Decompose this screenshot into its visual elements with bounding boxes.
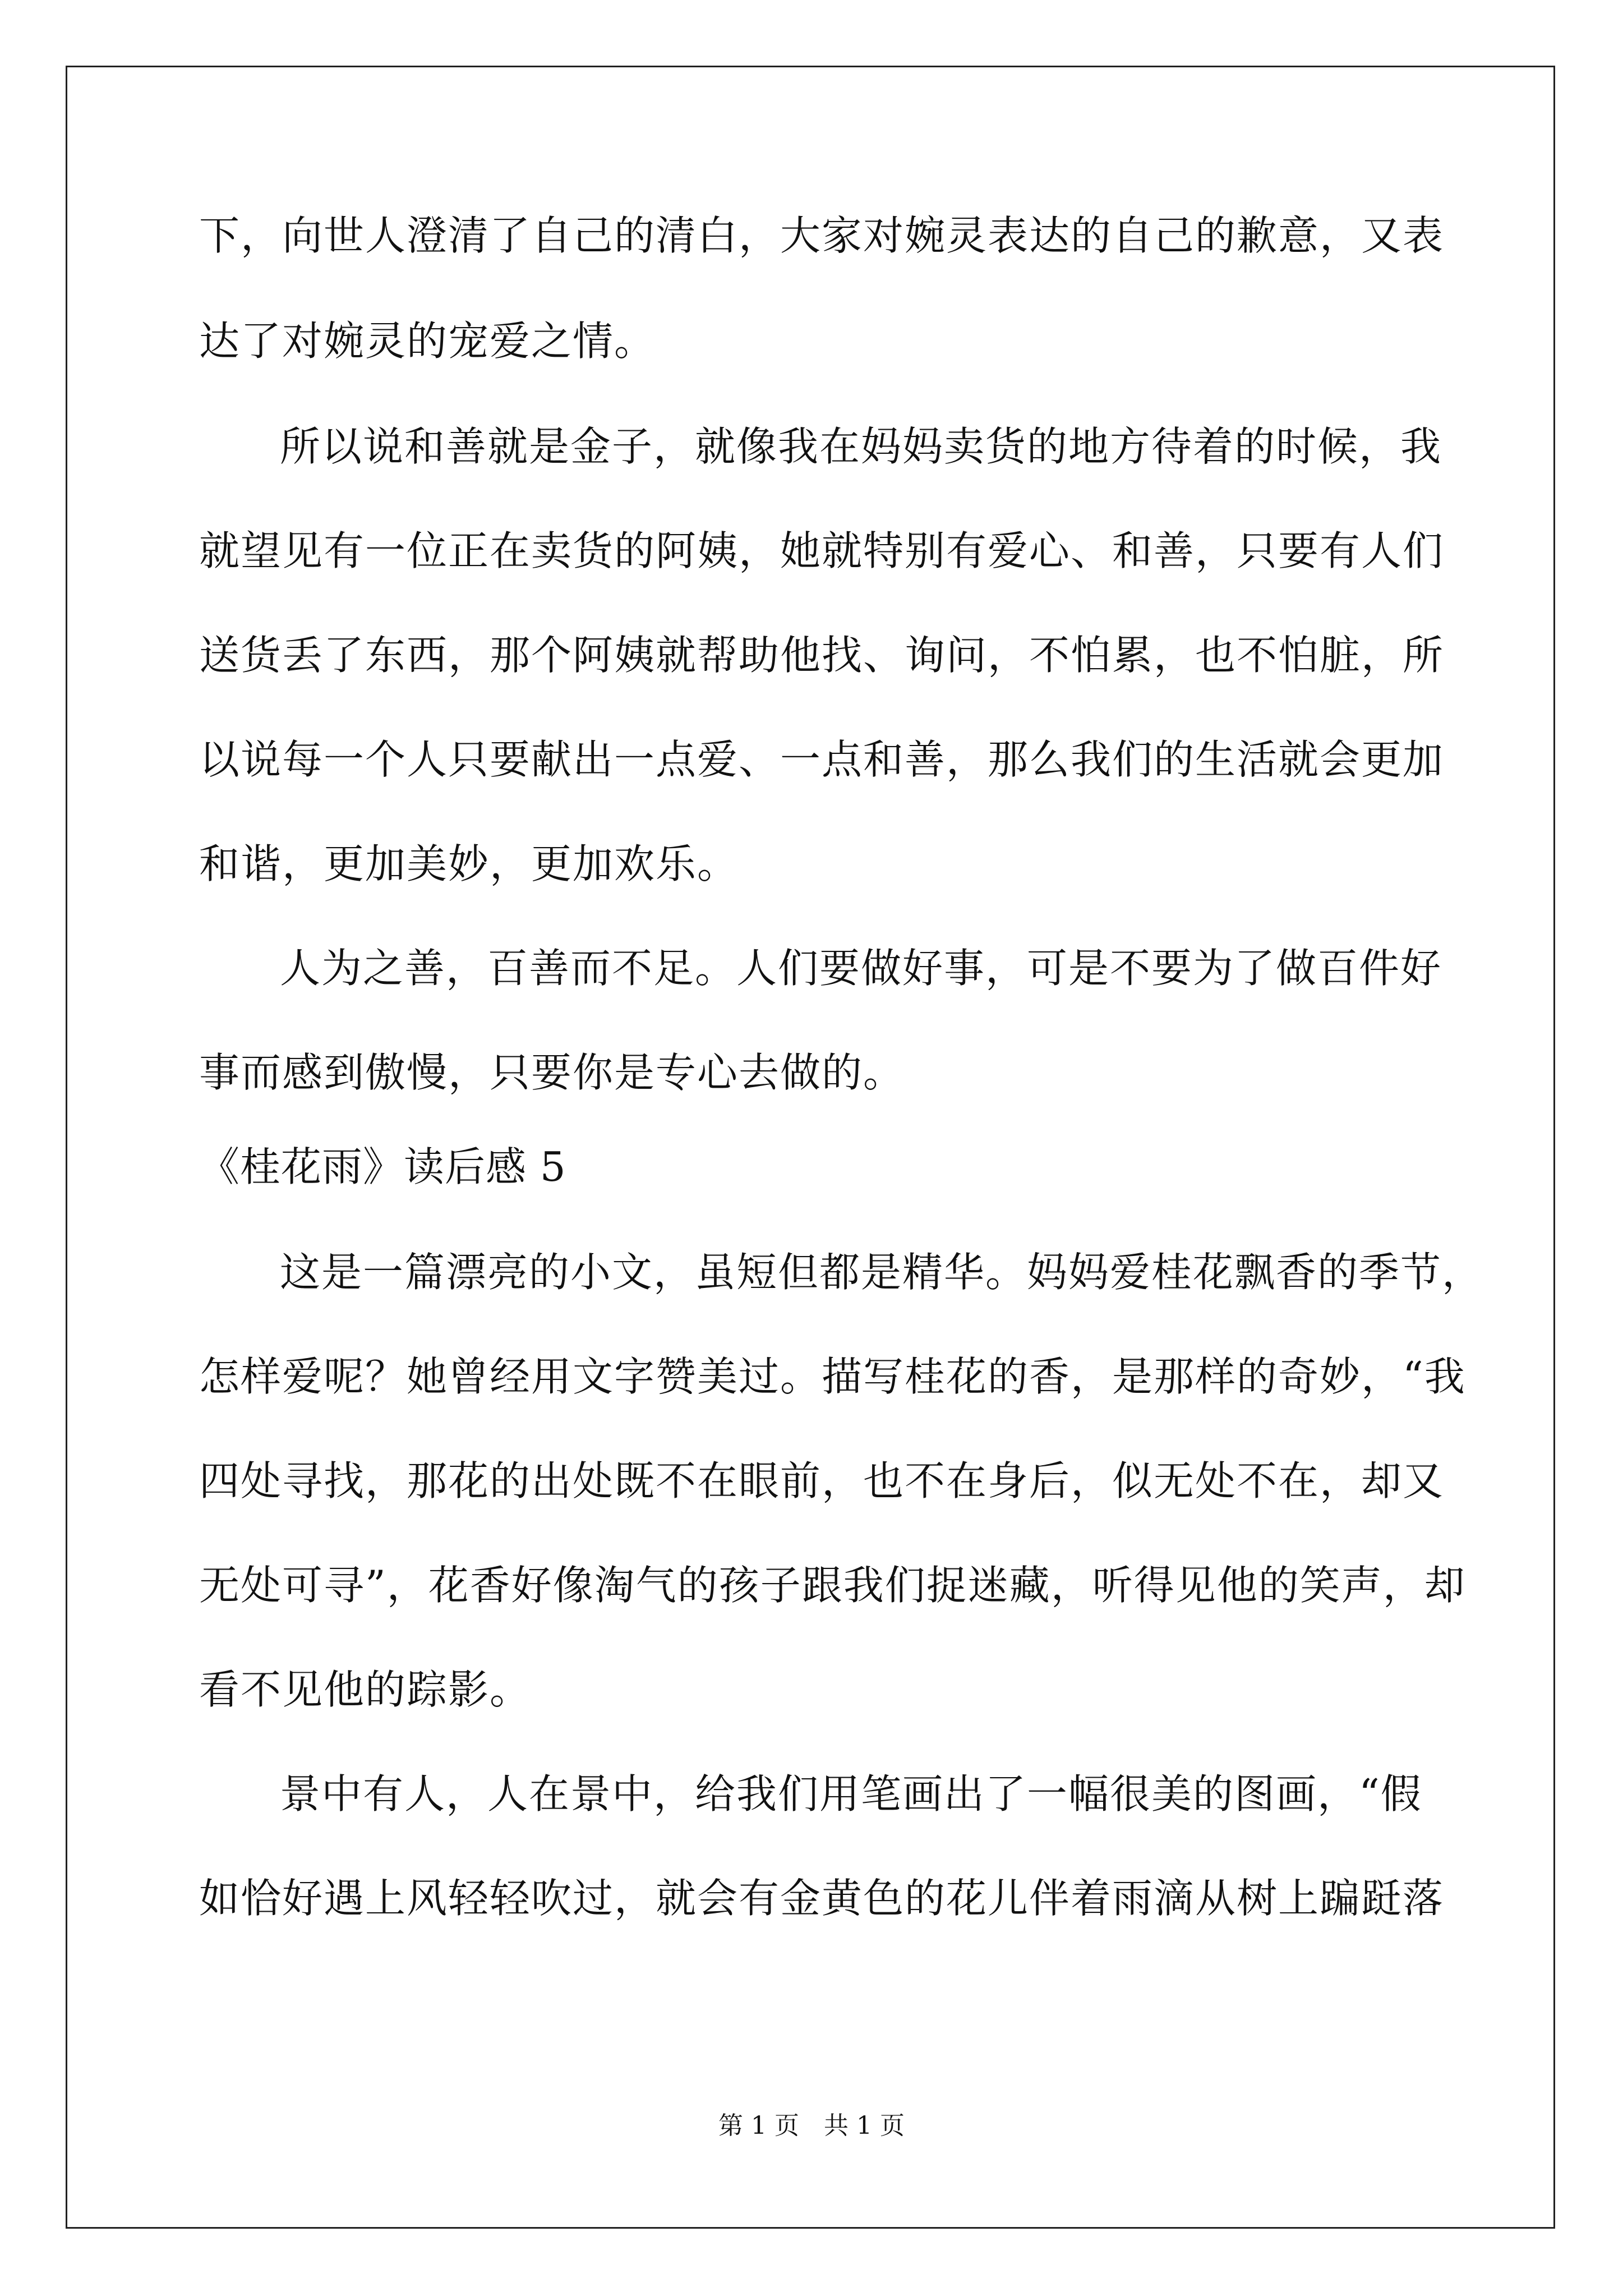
text-line: 和谐，更加美妙，更加欢乐。 <box>199 840 739 887</box>
text-line: 下，向世人澄清了自己的清白，大家对婉灵表达的自己的歉意，又表 <box>199 212 1445 259</box>
paragraph-start-line: 这是一篇漂亮的小文，虽短但都是精华。妈妈爱桂花飘香的季节， <box>280 1249 1484 1296</box>
section-heading: 《桂花雨》读后感 5 <box>199 1143 566 1190</box>
paragraph-start-line: 景中有人，人在景中，给我们用笔画出了一幅很美的图画，“假 <box>280 1770 1422 1818</box>
page-number-footer: 第 1 页 共 1 页 <box>718 2111 905 2140</box>
text-line: 四处寻找，那花的出处既不在眼前，也不在身后，似无处不在，却又 <box>199 1457 1445 1504</box>
text-line: 送货丢了东西，那个阿姨就帮助他找、询问，不怕累，也不怕脏，所 <box>199 632 1445 679</box>
text-line: 无处可寻”，花香好像淘气的孩子跟我们捉迷藏，听得见他的笑声，却 <box>199 1562 1466 1609</box>
paragraph-start-line: 人为之善，百善而不足。人们要做好事，可是不要为了做百件好 <box>280 945 1442 992</box>
text-line: 如恰好遇上风轻轻吹过，就会有金黄色的花儿伴着雨滴从树上蹁跹落 <box>199 1875 1445 1922</box>
text-line: 事而感到傲慢，只要你是专心去做的。 <box>199 1049 905 1096</box>
text-line: 就望见有一位正在卖货的阿姨，她就特别有爱心、和善，只要有人们 <box>199 527 1445 574</box>
text-line: 看不见他的踪影。 <box>199 1666 532 1713</box>
text-line: 以说每一个人只要献出一点爱、一点和善，那么我们的生活就会更加 <box>199 736 1445 783</box>
paragraph-start-line: 所以说和善就是金子，就像我在妈妈卖货的地方待着的时候，我 <box>280 423 1442 470</box>
text-line: 怎样爱呢？她曾经用文字赞美过。描写桂花的香，是那样的奇妙，“我 <box>199 1353 1466 1400</box>
text-line: 达了对婉灵的宠爱之情。 <box>199 318 656 365</box>
